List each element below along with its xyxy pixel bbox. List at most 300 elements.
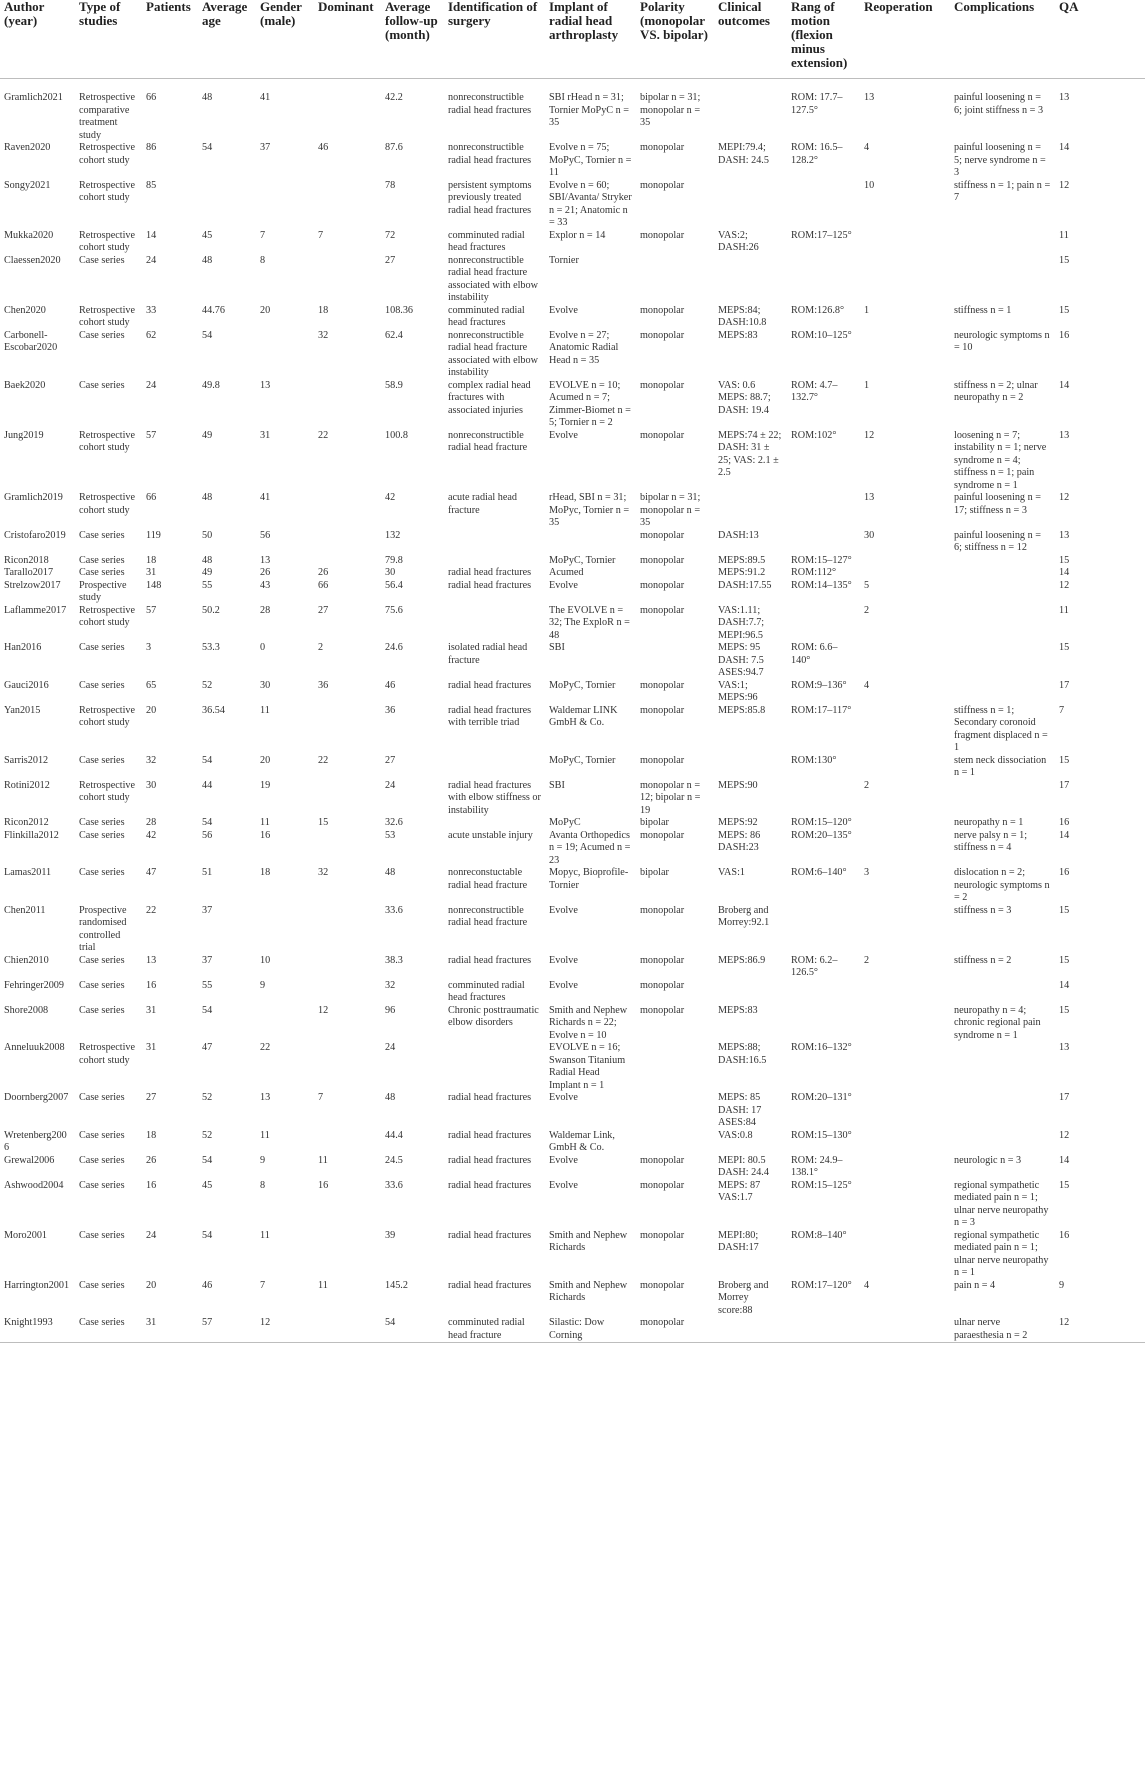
table-row <box>0 830 1145 868</box>
table-cell: monopolar <box>640 1004 685 1016</box>
table-cell: 45 <box>202 229 213 241</box>
table-cell: monopolar <box>640 379 685 391</box>
table-cell: Case series <box>79 754 125 766</box>
table-cell <box>314 79 381 143</box>
table-cell: regional sympathetic mediated pain n = 1; ulnar nerve neuropathy n = 3 <box>954 1179 1049 1228</box>
table-cell <box>314 830 381 868</box>
table-cell: Tornier <box>549 254 579 266</box>
table-cell: Case series <box>79 679 125 691</box>
table-cell: rHead, SBI n = 31; MoPyc, Tornier n = 35 <box>549 492 630 528</box>
table-cell: ROM:112° <box>791 567 837 578</box>
table-cell: 4 <box>864 142 870 153</box>
table-cell: loosening n = 7; instability n = 1; nerve syndrome n = 4; stiffness n = 1; pain syndrome n = 1 <box>954 429 1047 491</box>
table-cell: 66 <box>318 579 329 591</box>
table-cell: Jung2019 <box>4 429 44 441</box>
table-cell: 79.8 <box>385 554 403 566</box>
table-cell: 33.6 <box>385 1179 403 1191</box>
table-cell: 44 <box>202 779 213 791</box>
table-cell: nonreconstructible radial head fracture <box>448 429 528 453</box>
column-header: Patients <box>146 0 191 14</box>
table-cell: 11 <box>318 1154 328 1166</box>
table-cell: Sarris2012 <box>4 754 49 766</box>
table-cell <box>860 1042 950 1092</box>
table-cell <box>636 567 714 580</box>
table-cell: 12 <box>1059 1129 1070 1141</box>
table-cell: Case series <box>79 329 125 341</box>
table-cell <box>444 1042 545 1092</box>
table-cell <box>860 1180 950 1230</box>
table-cell <box>314 530 381 555</box>
table-cell: 54 <box>202 142 213 153</box>
table-cell <box>314 980 381 1005</box>
table-row <box>0 530 1145 555</box>
table-cell: 15 <box>1059 1004 1070 1016</box>
table-cell: 27 <box>318 604 329 616</box>
table-cell: 48 <box>202 92 213 103</box>
table-cell: stem neck dissociation n = 1 <box>954 754 1047 778</box>
table-cell <box>444 817 545 830</box>
table-cell: 18 <box>146 554 157 566</box>
table-cell: 54 <box>385 1317 396 1328</box>
table-cell: ROM: 16.5–128.2° <box>791 142 843 166</box>
table-cell: 16 <box>146 1179 157 1191</box>
table-cell: MEPS:84; DASH:10.8 <box>718 304 767 328</box>
table-cell: 20 <box>260 304 271 316</box>
table-cell: Silastic: Dow Corning <box>549 1317 605 1341</box>
table-cell: nonreconstuctable radial head fracture <box>448 867 528 891</box>
table-cell: regional sympathetic mediated pain n = 1; ulnar nerve neuropathy n = 1 <box>954 1229 1049 1278</box>
table-cell: 33 <box>146 304 157 316</box>
table-cell <box>950 1042 1055 1092</box>
table-cell: monopolar <box>640 1279 685 1291</box>
table-cell: monopolar <box>640 1317 685 1328</box>
table-cell: 51 <box>202 867 213 878</box>
table-cell: ROM: 6.2–126.5° <box>791 954 838 978</box>
table-cell: bipolar n = 31; monopolar n = 35 <box>640 92 701 128</box>
table-cell: stiffness n = 3 <box>954 904 1012 916</box>
table-cell: 31 <box>260 429 271 441</box>
table-cell: 145.2 <box>385 1279 408 1291</box>
table-cell: 19 <box>260 779 271 791</box>
table-row <box>0 1092 1145 1130</box>
table-cell: 46 <box>385 679 396 691</box>
table-row <box>0 905 1145 955</box>
table-cell: MEPS:83 <box>718 1004 758 1016</box>
column-header: Implant of radial head arthroplasty <box>549 0 619 42</box>
table-cell <box>860 755 950 780</box>
table-row <box>0 867 1145 905</box>
table-cell: 39 <box>385 1229 396 1241</box>
table-cell: 37 <box>202 904 213 916</box>
table-cell: 0 <box>260 642 266 653</box>
table-row <box>0 230 1145 255</box>
table-cell: 22 <box>318 754 329 766</box>
table-cell: 2 <box>318 642 324 653</box>
table-cell: 53 <box>385 829 396 841</box>
table-cell: MEPS: 85 DASH: 17 ASES:84 <box>718 1092 762 1128</box>
table-cell: 56 <box>260 529 271 541</box>
table-cell: 57 <box>146 429 157 441</box>
table-cell <box>787 1005 860 1043</box>
table-cell: Case series <box>79 954 125 966</box>
table-cell: painful loosening n = 6; joint stiffness n = 3 <box>954 92 1044 116</box>
table-cell <box>950 605 1055 643</box>
table-cell: 12 <box>1059 1317 1070 1328</box>
table-cell: Han2016 <box>4 642 42 653</box>
table-cell: monopolar <box>640 1179 685 1191</box>
table-cell: Evolve <box>549 954 578 966</box>
table-cell: ROM:17–125° <box>791 229 852 241</box>
table-cell: radial head fractures with terrible triad <box>448 704 532 728</box>
table-cell: 13 <box>1059 1042 1070 1053</box>
table-cell: 36 <box>318 679 329 691</box>
table-cell: Retrospective comparative treatment study <box>79 92 136 141</box>
table-row <box>0 492 1145 530</box>
table-cell: Evolve n = 75; MoPyC, Tornier n = 11 <box>549 142 632 178</box>
table-cell: comminuted radial head fractures <box>448 979 525 1003</box>
table-cell: 42 <box>146 829 157 841</box>
column-header: QA <box>1059 0 1079 14</box>
table-cell: 54 <box>202 1004 213 1016</box>
table-cell: ROM:17–117° <box>791 704 852 716</box>
table-cell: 15 <box>1059 554 1070 566</box>
table-row <box>0 955 1145 980</box>
table-cell: 108.36 <box>385 304 414 316</box>
table-cell: neurologic n = 3 <box>954 1154 1022 1166</box>
table-row <box>0 79 1145 143</box>
column-header: Clinical outcomes <box>718 0 770 28</box>
table-cell: 8 <box>260 254 266 266</box>
table-cell: Broberg and Morrey score:88 <box>718 1279 769 1316</box>
table-cell <box>787 255 860 305</box>
table-cell: 57 <box>202 1317 213 1328</box>
table-row <box>0 567 1145 580</box>
table-cell: DASH:13 <box>718 529 759 541</box>
table-cell: 9 <box>1059 1279 1065 1291</box>
table-cell <box>860 817 950 830</box>
table-cell <box>714 755 787 780</box>
table-cell: 42 <box>385 492 396 503</box>
table-cell <box>314 705 381 755</box>
table-cell: 72 <box>385 229 396 241</box>
table-cell: 2 <box>864 604 870 616</box>
table-cell: 13 <box>146 954 157 966</box>
table-cell: monopolar <box>640 754 685 766</box>
table-cell: 48 <box>202 554 213 566</box>
table-cell <box>787 980 860 1005</box>
table-cell: Evolve n = 60; SBI/Avanta/ Stryker n = 21; Anatomic n = 33 <box>549 179 632 228</box>
table-cell: 52 <box>202 1092 213 1103</box>
table-cell: 54 <box>202 329 213 341</box>
column-header: Average age <box>202 0 248 28</box>
table-cell: 17 <box>1059 779 1070 791</box>
table-cell <box>714 255 787 305</box>
table-cell: Case series <box>79 1004 125 1016</box>
table-cell: 24 <box>385 779 396 791</box>
table-cell: monopolar <box>640 979 685 991</box>
table-cell: 14 <box>1059 567 1070 578</box>
table-cell: Baek2020 <box>4 379 46 391</box>
table-cell <box>545 530 636 555</box>
table-cell: 26 <box>146 1154 157 1166</box>
table-cell: nonreconstructible radial head fracture associated with elbow instability <box>448 254 538 303</box>
table-cell: 37 <box>260 142 271 153</box>
table-cell: 20 <box>260 754 271 766</box>
table-cell <box>714 79 787 143</box>
table-cell: monopolar <box>640 679 685 691</box>
table-row <box>0 605 1145 643</box>
table-cell: radial head fractures <box>448 1092 532 1103</box>
table-cell: 1 <box>864 379 870 391</box>
table-cell: 7 <box>318 1092 324 1103</box>
table-cell: MEPS: 95 DASH: 7.5 ASES:94.7 <box>718 642 764 678</box>
table-cell <box>860 1230 950 1280</box>
table-cell: 66 <box>146 92 157 103</box>
table-cell: pain n = 4 <box>954 1279 996 1291</box>
table-cell: Songy2021 <box>4 179 51 191</box>
table-cell: 17 <box>1059 1092 1070 1103</box>
table-cell <box>314 180 381 230</box>
table-cell: 56 <box>202 829 213 841</box>
table-cell <box>314 1317 381 1343</box>
table-cell: 96 <box>385 1004 396 1016</box>
table-cell: 2 <box>864 954 870 966</box>
column-header: Dominant <box>318 0 374 14</box>
table-cell <box>787 1317 860 1343</box>
table-cell: 18 <box>146 1129 157 1141</box>
table-cell <box>787 180 860 230</box>
table-cell: Case series <box>79 867 125 878</box>
table-cell: Smith and Nephew Richards <box>549 1279 628 1303</box>
table-cell: Grewal2006 <box>4 1154 55 1166</box>
table-cell: monopolar <box>640 1154 685 1166</box>
table-cell: monopolar <box>640 429 685 441</box>
table-cell: 13 <box>1059 92 1070 103</box>
table-cell: 48 <box>202 492 213 503</box>
table-cell: monopolar <box>640 1229 685 1241</box>
table-cell: 11 <box>260 1229 270 1241</box>
table-cell: ROM:17–120° <box>791 1279 852 1291</box>
table-cell: monopolar <box>640 529 685 541</box>
table-cell: Broberg and Morrey:92.1 <box>718 904 770 928</box>
table-header-row <box>0 0 1145 79</box>
table-cell: 132 <box>385 529 401 541</box>
table-cell: Prospective study <box>79 579 127 603</box>
table-cell: Case series <box>79 567 125 578</box>
table-cell: Evolve <box>549 979 578 991</box>
table-cell: Retrospective cohort study <box>79 429 136 453</box>
table-cell: 9 <box>260 1154 266 1166</box>
table-cell: 13 <box>260 1092 271 1103</box>
table-cell: 13 <box>1059 429 1070 441</box>
table-cell: Case series <box>79 642 125 653</box>
table-cell: 18 <box>318 304 329 316</box>
table-cell: MEPS:89.5 <box>718 554 766 566</box>
table-cell: 62.4 <box>385 329 403 341</box>
table-cell: Rotini2012 <box>4 779 50 791</box>
table-cell: Flinkilla2012 <box>4 829 59 841</box>
table-cell: 24 <box>146 379 157 391</box>
table-cell: Ricon2012 <box>4 817 49 828</box>
table-cell <box>950 980 1055 1005</box>
table-cell: Raven2020 <box>4 142 51 153</box>
column-header: Average follow-up (month) <box>385 0 438 42</box>
table-cell: Retrospective cohort study <box>79 704 136 728</box>
table-cell: 11 <box>1059 604 1069 616</box>
table-cell: 24 <box>385 1042 396 1053</box>
table-cell: 26 <box>318 567 329 578</box>
table-cell: monopolar <box>640 304 685 316</box>
table-cell <box>714 1317 787 1343</box>
table-cell: Evolve <box>549 1092 578 1103</box>
table-cell: comminuted radial head fractures <box>448 304 525 328</box>
column-header: Identification of surgery <box>448 0 538 28</box>
table-cell: 31 <box>146 1317 157 1328</box>
table-row <box>0 980 1145 1005</box>
table-cell: 28 <box>146 817 157 828</box>
table-cell: Chen2011 <box>4 904 46 916</box>
table-cell <box>636 1092 714 1130</box>
table-cell: 30 <box>864 529 875 541</box>
table-cell: 13 <box>260 554 271 566</box>
table-cell: VAS: 0.6 MEPS: 88.7; DASH: 19.4 <box>718 379 771 416</box>
table-cell <box>256 905 314 955</box>
table-cell: radial head fractures <box>448 1154 532 1166</box>
table-cell: MoPyC, Tornier <box>549 554 616 566</box>
table-cell: 100.8 <box>385 429 408 441</box>
table-cell: 11 <box>260 1129 270 1141</box>
table-cell: painful loosening n = 6; stiffness n = 12 <box>954 529 1041 553</box>
table-cell: monopolar <box>640 954 685 966</box>
table-cell <box>444 530 545 555</box>
table-cell: 52 <box>202 679 213 691</box>
table-cell: Knight1993 <box>4 1317 53 1328</box>
column-header: Reoperation <box>864 0 933 14</box>
table-cell: 12 <box>1059 492 1070 503</box>
table-row <box>0 1280 1145 1318</box>
table-row <box>0 580 1145 605</box>
table-row <box>0 1180 1145 1230</box>
column-header: Gender (male) <box>260 0 302 28</box>
table-cell: Wretenberg2006 <box>4 1129 67 1153</box>
table-row <box>0 817 1145 830</box>
table-cell: MEPS:88; DASH:16.5 <box>718 1042 767 1066</box>
table-cell: ROM:8–140° <box>791 1229 847 1241</box>
table-row <box>0 142 1145 180</box>
table-cell: MEPS:92 <box>718 817 758 828</box>
table-cell: Case series <box>79 1179 125 1191</box>
table-cell: neurologic symptoms n = 10 <box>954 329 1050 353</box>
table-cell: Retrospective cohort study <box>79 229 136 253</box>
table-cell: 24 <box>146 254 157 266</box>
table-cell: 54 <box>202 1154 213 1166</box>
table-cell <box>636 642 714 680</box>
table-cell <box>860 1130 950 1155</box>
table-cell: Prospective randomised controlled trial <box>79 904 127 953</box>
table-cell: radial head fractures <box>448 579 532 591</box>
table-cell: 50 <box>202 529 213 541</box>
table-cell: 14 <box>1059 142 1070 153</box>
table-cell: 11 <box>1059 229 1069 241</box>
table-row <box>0 1317 1145 1343</box>
table-cell: 47 <box>146 867 157 878</box>
table-cell: MEPI:80; DASH:17 <box>718 1229 759 1253</box>
table-cell: ROM:130° <box>791 754 837 766</box>
table-cell: 54 <box>202 754 213 766</box>
table-cell: 44.4 <box>385 1129 403 1141</box>
table-cell: MoPyC, Tornier <box>549 679 616 691</box>
table-cell: neuropathy n = 1 <box>954 817 1024 828</box>
table-cell: Shore2008 <box>4 1004 49 1016</box>
table-cell: 12 <box>318 1004 329 1016</box>
table-cell: stiffness n = 1; Secondary coronoid fragment displaced n = 1 <box>954 704 1048 753</box>
table-cell: Gramlich2019 <box>4 492 63 503</box>
table-cell: Ricon2018 <box>4 554 49 566</box>
table-cell: Retrospective cohort study <box>79 304 136 328</box>
table-cell: 31 <box>146 1042 157 1053</box>
table-cell <box>860 1005 950 1043</box>
table-cell: Chien2010 <box>4 954 49 966</box>
table-cell: 66 <box>146 492 157 503</box>
table-cell: radial head fractures <box>448 1229 532 1241</box>
table-cell <box>314 1230 381 1280</box>
table-cell: dislocation n = 2; neurologic symptoms n = 2 <box>954 867 1050 903</box>
table-cell: Case series <box>79 1092 125 1103</box>
table-cell: 49 <box>202 567 213 578</box>
table-cell: 4 <box>864 679 870 691</box>
table-cell: 16 <box>1059 1229 1070 1241</box>
table-cell: nonreconstructible radial head fractures <box>448 142 532 166</box>
table-cell: 41 <box>260 492 271 503</box>
table-cell: 16 <box>1059 817 1070 828</box>
table-cell: 148 <box>146 579 162 591</box>
table-cell: Strelzow2017 <box>4 579 61 591</box>
table-cell: 22 <box>318 429 329 441</box>
table-cell <box>860 980 950 1005</box>
table-cell <box>787 492 860 530</box>
table-cell: 11 <box>318 1279 328 1291</box>
table-cell: 12 <box>864 429 875 441</box>
table-row <box>0 1005 1145 1043</box>
table-cell: 16 <box>1059 867 1070 878</box>
table-cell: 20 <box>146 704 157 716</box>
table-cell <box>314 1042 381 1092</box>
table-cell: The EVOLVE n = 32; The ExploR n = 48 <box>549 604 630 641</box>
table-cell: 2 <box>864 779 870 791</box>
table-cell: 38.3 <box>385 954 403 966</box>
table-cell: Chen2020 <box>4 304 46 316</box>
table-cell: 32 <box>318 867 329 878</box>
table-cell: Retrospective cohort study <box>79 779 136 803</box>
table-cell: 55 <box>202 579 213 591</box>
table-cell: monopolar n = 12; bipolar n = 19 <box>640 779 701 816</box>
table-cell: 32 <box>146 754 157 766</box>
table-row <box>0 330 1145 380</box>
table-cell: Claessen2020 <box>4 254 61 266</box>
table-cell <box>860 555 950 568</box>
table-cell: stiffness n = 2 <box>954 954 1012 966</box>
column-header: Rang of motion (flexion minus extension) <box>791 0 848 70</box>
table-cell: MEPS:91.2 <box>718 567 766 578</box>
table-cell: MEPS:90 <box>718 779 758 791</box>
table-cell: 87.6 <box>385 142 403 153</box>
column-header: Type of studies <box>79 0 121 28</box>
table-cell: 14 <box>1059 979 1070 991</box>
table-cell <box>860 1092 950 1130</box>
table-cell: 16 <box>1059 329 1070 341</box>
table-cell: radial head fractures <box>448 1279 532 1291</box>
table-cell: Evolve <box>549 904 578 916</box>
